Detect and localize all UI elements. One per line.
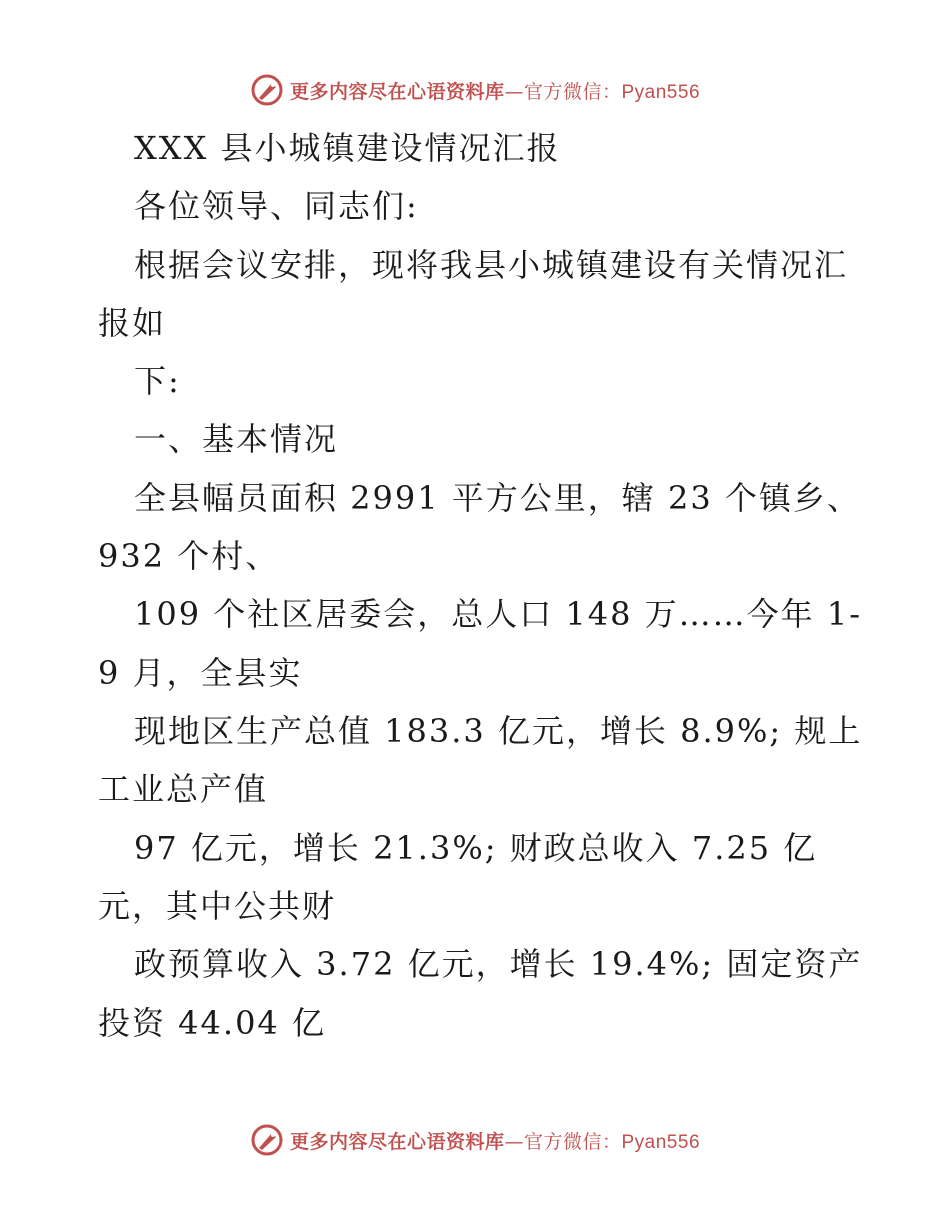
paragraph-line: 现地区生产总值 183.3 亿元，增长 8.9%; 规上: [134, 712, 863, 750]
paragraph-line: 报如: [98, 304, 167, 342]
paragraph-line: 根据会议安排，现将我县小城镇建设有关情况汇: [134, 246, 849, 284]
paragraph-line: 932 个村、: [98, 537, 280, 575]
document-title: XXX 县小城镇建设情况汇报: [134, 129, 561, 167]
watermark-suffix: 官方微信：: [523, 80, 622, 103]
paragraph-line: 109 个社区居委会，总人口 148 万……今年 1-: [134, 595, 863, 633]
paragraph-line: 工业总产值: [98, 770, 269, 808]
pen-nib-icon: [250, 73, 284, 107]
watermark-suffix: 官方微信：: [523, 1130, 622, 1153]
paragraph-line: 政预算收入 3.72 亿元，增长 19.4%; 固定资产: [134, 945, 863, 983]
paragraph-line: 元，其中公共财: [98, 887, 337, 925]
watermark-title: 更多内容尽在心语资料库: [289, 1130, 505, 1153]
watermark-text: [290, 77, 700, 104]
paragraph-line: 下:: [134, 362, 181, 400]
pen-nib-icon: [250, 1123, 284, 1157]
watermark-text: [290, 1127, 700, 1154]
watermark-wechat-id: Pyan556: [621, 81, 701, 103]
watermark-separator: —: [504, 80, 524, 103]
paragraph-line: 9 月，全县实: [98, 654, 303, 692]
paragraph-line: 97 亿元，增长 21.3%; 财政总收入 7.25 亿: [134, 829, 818, 867]
watermark-wechat-id: Pyan556: [621, 1131, 701, 1153]
section-heading: 一、基本情况: [134, 420, 339, 458]
header-watermark: [0, 68, 950, 112]
watermark-title: 更多内容尽在心语资料库: [289, 80, 505, 103]
watermark-separator: —: [504, 1130, 524, 1153]
salutation: 各位领导、同志们:: [134, 187, 419, 225]
footer-watermark: [0, 1118, 950, 1162]
paragraph-line: 全县幅员面积 2991 平方公里，辖 23 个镇乡、: [134, 479, 861, 517]
paragraph-line: 投资 44.04 亿: [98, 1004, 326, 1042]
